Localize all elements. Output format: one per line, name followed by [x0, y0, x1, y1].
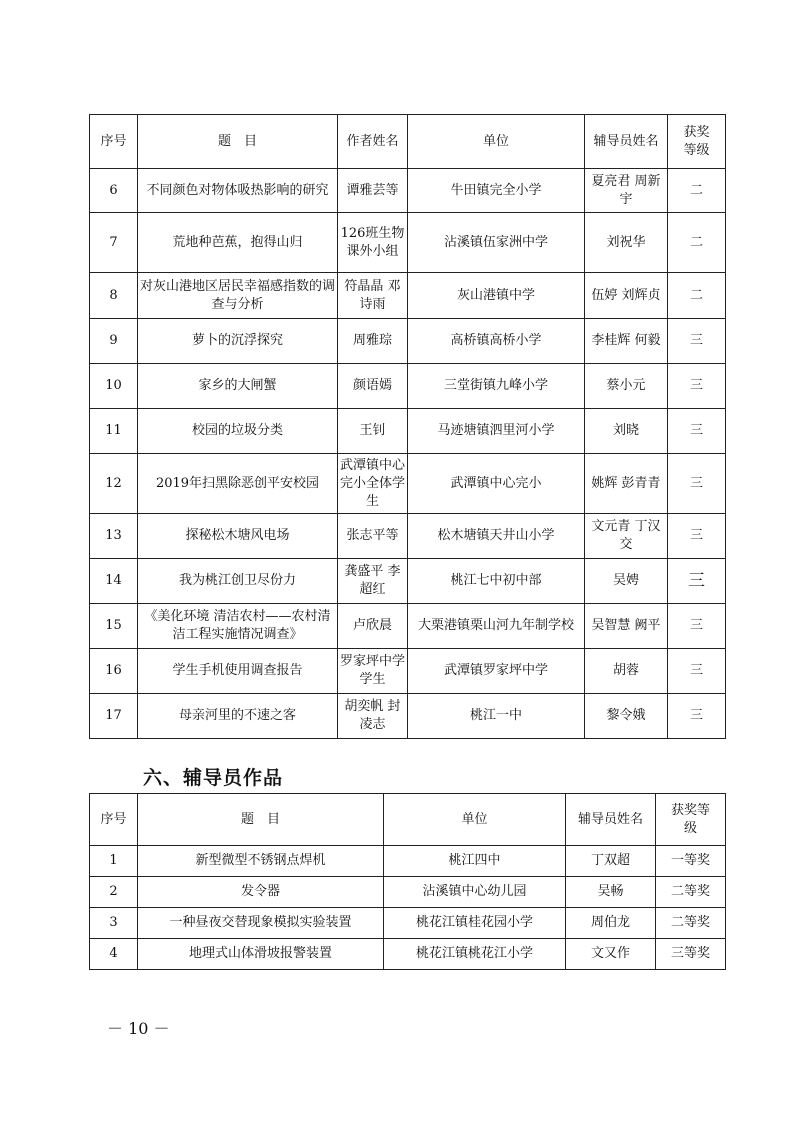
cell-grade: 三 — [668, 319, 726, 364]
cell-tutor: 刘祝华 — [585, 213, 668, 273]
table-row — [90, 559, 726, 604]
cell-tutor: 吴智慧 阙平 — [585, 604, 668, 649]
cell-author: 谭雅芸等 — [338, 169, 408, 213]
cell-title: 新型微型不锈钢点焊机 — [138, 846, 384, 877]
cell-tutor: 文元青 丁汉交 — [585, 514, 668, 559]
header-tutor: 辅导员姓名 — [585, 115, 668, 169]
header-no: 序号 — [90, 115, 138, 169]
table-row — [90, 694, 726, 739]
cell-author: 胡奕帆 封凌志 — [338, 694, 408, 739]
cell-no: 10 — [90, 364, 138, 409]
table-row — [90, 908, 726, 939]
cell-title: 家乡的大闸蟹 — [138, 364, 338, 409]
table-header-row — [90, 794, 726, 846]
cell-no: 6 — [90, 169, 138, 213]
cell-unit: 武潭镇中心完小 — [408, 454, 585, 514]
award-table-tutors — [89, 793, 726, 970]
header-author: 作者姓名 — [338, 115, 408, 169]
cell-tutor: 夏亮君 周新宇 — [585, 169, 668, 213]
header-unit: 单位 — [408, 115, 585, 169]
header-title: 题 目 — [138, 794, 384, 846]
header-no: 序号 — [90, 794, 138, 846]
table-row — [90, 319, 726, 364]
header-unit: 单位 — [384, 794, 566, 846]
cell-author: 周雅琮 — [338, 319, 408, 364]
cell-grade: 三 — [668, 559, 726, 604]
cell-title: 地理式山体滑坡报警装置 — [138, 939, 384, 970]
cell-no: 11 — [90, 409, 138, 454]
cell-unit: 高桥镇高桥小学 — [408, 319, 585, 364]
table-row — [90, 409, 726, 454]
table-row — [90, 649, 726, 694]
cell-no: 2 — [90, 877, 138, 908]
table-row — [90, 604, 726, 649]
cell-no: 4 — [90, 939, 138, 970]
cell-unit: 沾溪镇伍家洲中学 — [408, 213, 585, 273]
cell-author: 卢欣晨 — [338, 604, 408, 649]
cell-tutor: 姚辉 彭青青 — [585, 454, 668, 514]
cell-title: 探秘松木塘风电场 — [138, 514, 338, 559]
cell-tutor: 李桂辉 何毅 — [585, 319, 668, 364]
cell-grade: 二 — [668, 273, 726, 319]
cell-unit: 桃江一中 — [408, 694, 585, 739]
cell-author: 王钊 — [338, 409, 408, 454]
cell-grade: 一等奖 — [656, 846, 726, 877]
cell-author: 126班生物课外小组 — [338, 213, 408, 273]
cell-title: 不同颜色对物体吸热影响的研究 — [138, 169, 338, 213]
cell-title: 一种昼夜交替现象模拟实验装置 — [138, 908, 384, 939]
table-row — [90, 939, 726, 970]
cell-no: 14 — [90, 559, 138, 604]
table-row — [90, 877, 726, 908]
cell-grade: 三 — [668, 454, 726, 514]
cell-grade: 二 — [668, 213, 726, 273]
cell-tutor: 周伯龙 — [566, 908, 656, 939]
cell-unit: 三堂街镇九峰小学 — [408, 364, 585, 409]
table-row — [90, 169, 726, 213]
cell-grade: 三 — [668, 364, 726, 409]
cell-author: 龚盛平 李超红 — [338, 559, 408, 604]
cell-unit: 桃花江镇桂花园小学 — [384, 908, 566, 939]
cell-unit: 灰山港镇中学 — [408, 273, 585, 319]
cell-unit: 马迹塘镇泗里河小学 — [408, 409, 585, 454]
cell-grade: 三 — [668, 694, 726, 739]
table-row — [90, 273, 726, 319]
header-tutor: 辅导员姓名 — [566, 794, 656, 846]
cell-title: 发令器 — [138, 877, 384, 908]
cell-author: 罗家坪中学学生 — [338, 649, 408, 694]
cell-no: 16 — [90, 649, 138, 694]
cell-no: 9 — [90, 319, 138, 364]
cell-grade: 二等奖 — [656, 877, 726, 908]
cell-title: 学生手机使用调查报告 — [138, 649, 338, 694]
cell-grade: 二等奖 — [656, 908, 726, 939]
cell-author: 张志平等 — [338, 514, 408, 559]
cell-unit: 武潭镇罗家坪中学 — [408, 649, 585, 694]
cell-grade: 三等奖 — [656, 939, 726, 970]
table-row — [90, 514, 726, 559]
header-title: 题 目 — [138, 115, 338, 169]
cell-tutor: 丁双超 — [566, 846, 656, 877]
cell-no: 1 — [90, 846, 138, 877]
cell-grade: 三 — [668, 649, 726, 694]
header-grade: 获奖等级 — [656, 794, 726, 846]
cell-author: 颜语嫣 — [338, 364, 408, 409]
cell-tutor: 文又作 — [566, 939, 656, 970]
table-header-row — [90, 115, 726, 169]
cell-unit: 牛田镇完全小学 — [408, 169, 585, 213]
cell-no: 8 — [90, 273, 138, 319]
cell-grade: 三 — [668, 514, 726, 559]
cell-unit: 大栗港镇栗山河九年制学校 — [408, 604, 585, 649]
table-row — [90, 213, 726, 273]
cell-title: 萝卜的沉浮探究 — [138, 319, 338, 364]
cell-grade: 二 — [668, 169, 726, 213]
table-row — [90, 846, 726, 877]
table-row — [90, 364, 726, 409]
cell-grade: 三 — [668, 409, 726, 454]
cell-tutor: 刘晓 — [585, 409, 668, 454]
cell-no: 3 — [90, 908, 138, 939]
table-row — [90, 454, 726, 514]
cell-tutor: 黎令娥 — [585, 694, 668, 739]
cell-title: 校园的垃圾分类 — [138, 409, 338, 454]
cell-title: 荒地种芭蕉，抱得山归 — [138, 213, 338, 273]
header-grade: 获奖等级 — [668, 115, 726, 169]
cell-author: 符晶晶 邓诗雨 — [338, 273, 408, 319]
cell-title: 对灰山港地区居民幸福感指数的调查与分析 — [138, 273, 338, 319]
cell-title: 《美化环境 清洁农村——农村清洁工程实施情况调查》 — [138, 604, 338, 649]
cell-no: 17 — [90, 694, 138, 739]
cell-no: 13 — [90, 514, 138, 559]
page-number: － 10 － — [107, 1019, 170, 1038]
cell-no: 7 — [90, 213, 138, 273]
section-title: 六、辅导员作品 — [143, 767, 284, 789]
cell-tutor: 吴畅 — [566, 877, 656, 908]
cell-tutor: 吴娉 — [585, 559, 668, 604]
cell-tutor: 胡蓉 — [585, 649, 668, 694]
cell-title: 母亲河里的不速之客 — [138, 694, 338, 739]
cell-no: 15 — [90, 604, 138, 649]
cell-unit: 桃江四中 — [384, 846, 566, 877]
award-table-students — [89, 114, 726, 739]
cell-unit: 松木塘镇天井山小学 — [408, 514, 585, 559]
cell-no: 12 — [90, 454, 138, 514]
cell-tutor: 蔡小元 — [585, 364, 668, 409]
cell-author: 武潭镇中心完小全体学生 — [338, 454, 408, 514]
cell-unit: 桃花江镇桃花江小学 — [384, 939, 566, 970]
cell-unit: 沾溪镇中心幼儿园 — [384, 877, 566, 908]
cell-title: 2019年扫黑除恶创平安校园 — [138, 454, 338, 514]
cell-tutor: 伍婷 刘辉贞 — [585, 273, 668, 319]
cell-grade: 三 — [668, 604, 726, 649]
cell-unit: 桃江七中初中部 — [408, 559, 585, 604]
cell-title: 我为桃江创卫尽份力 — [138, 559, 338, 604]
